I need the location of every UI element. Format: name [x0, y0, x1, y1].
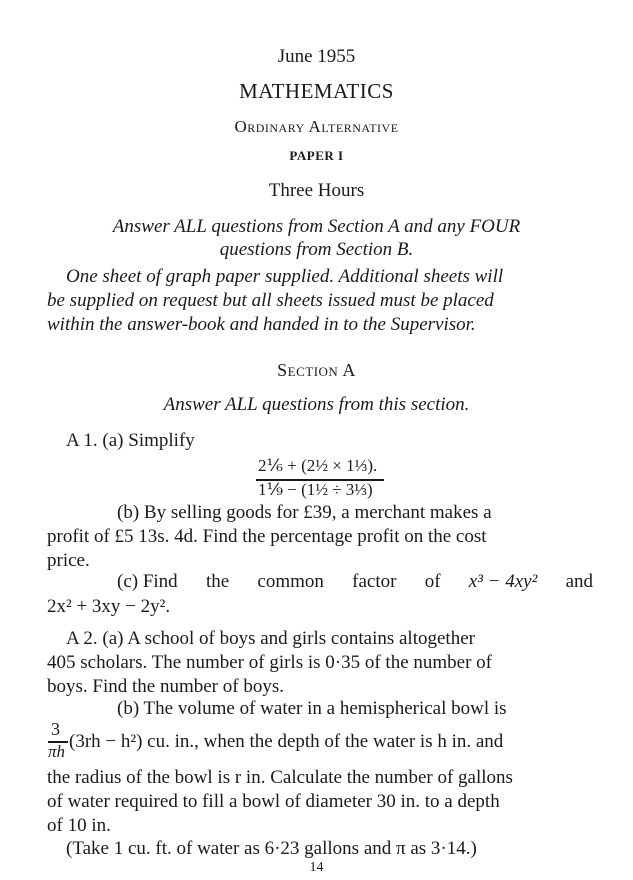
q1-numerator: 2⅙ + (2½ × 1⅓). [258, 456, 378, 475]
exam-duration: Three Hours [268, 180, 365, 201]
q1-b-line-3: price. [47, 550, 90, 571]
q2-a-line-2: 405 scholars. The number of girls is 0·35 of the number of [47, 652, 493, 673]
q1-b-line-2: profit of £5 13s. 4d. Find the percentage profit on the cost [47, 526, 487, 547]
q1-c-line-1 [117, 571, 593, 593]
q1-c-common: common [257, 571, 324, 592]
q1-label: A 1. (a) Simplify [66, 430, 195, 451]
instruction-line-2: questions from Section B. [219, 239, 414, 260]
q2-a-line-1: A 2. (a) A school of boys and girls contains altogether [66, 628, 475, 649]
section-title: Section A [277, 360, 356, 380]
q2-b-line-6: (Take 1 cu. ft. of water as 6·23 gallons and π as 3·14.) [66, 838, 477, 859]
instruction-line-3: One sheet of graph paper supplied. Additional sheets will [66, 266, 504, 287]
exam-paper: PAPER I [289, 148, 344, 163]
instruction-line-5: within the answer-book and handed in to the Supervisor. [47, 314, 476, 335]
q2-b-line-5: of 10 in. [47, 815, 111, 836]
q2-b-line-3: the radius of the bowl is r in. Calculate the number of gallons [47, 767, 513, 788]
exam-date: June 1955 [277, 46, 356, 67]
q1-c-and: and [565, 571, 593, 592]
section-subtitle: Answer ALL questions from this section. [163, 394, 470, 415]
q1-c-expr-1: x³ − 4xy² [468, 571, 538, 592]
q1-c-find: (c) Find [117, 571, 178, 592]
q2-b-line-1: (b) The volume of water in a hemispherical bowl is [117, 698, 507, 719]
q2-b-line-4: of water required to fill a bowl of diameter 30 in. to a depth [47, 791, 500, 812]
q1-denominator: 1⅑ − (1½ ÷ 3⅓) [258, 480, 373, 499]
q1-c-factor: factor [352, 571, 397, 592]
exam-subject: MATHEMATICS [239, 79, 394, 103]
q1-b-line-1: (b) By selling goods for £39, a merchant makes a [117, 502, 492, 523]
q2-b-line-2: (3rh − h²) cu. in., when the depth of the water is h in. and [69, 731, 504, 752]
q1-c-line-2: 2x² + 3xy − 2y². [47, 596, 171, 617]
q1-c-of: of [424, 571, 441, 592]
q2-a-line-3: boys. Find the number of boys. [47, 676, 284, 697]
q1-c-the: the [205, 571, 230, 592]
q2-frac-denominator: πh [48, 742, 66, 761]
instruction-line-1: Answer ALL questions from Section A and any FOUR [112, 216, 521, 237]
exam-level: Ordinary Alternative [234, 117, 399, 136]
page-number: 14 [309, 860, 324, 875]
q2-frac-numerator: 3 [51, 719, 60, 739]
instruction-line-4: be supplied on request but all sheets issued must be placed [47, 290, 494, 311]
